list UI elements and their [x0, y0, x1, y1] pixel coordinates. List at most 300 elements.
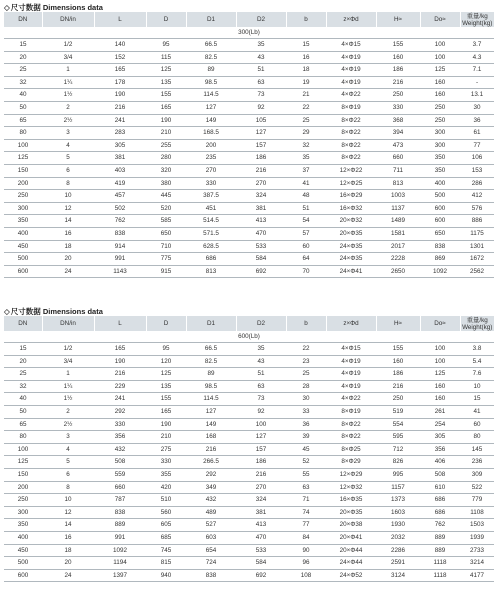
table-row	[4, 64, 494, 77]
table-cell: 2591	[376, 557, 420, 570]
table-cell: 241	[94, 114, 146, 127]
table-cell: 155	[146, 89, 186, 102]
table-cell: 420	[146, 481, 186, 494]
table-cell: 762	[420, 519, 460, 532]
table-cell: 50	[4, 101, 42, 114]
table-cell: 14	[42, 215, 94, 228]
table-cell: 6	[42, 164, 94, 177]
table-cell: 18	[42, 544, 94, 557]
table-cell: 82.5	[186, 51, 236, 64]
table-cell: 500	[4, 253, 42, 266]
table-cell: 32	[4, 380, 42, 393]
table-cell: 826	[376, 456, 420, 469]
table-cell: 115	[146, 51, 186, 64]
table-cell: 127	[236, 431, 286, 444]
table-cell: 991	[94, 531, 146, 544]
table-cell: 380	[146, 177, 186, 190]
table-cell: 20×Φ35	[326, 227, 376, 240]
table-cell: 155	[376, 343, 420, 356]
table-row	[4, 114, 494, 127]
table-cell: 356	[94, 431, 146, 444]
table-cell: 155	[376, 39, 420, 52]
table-cell: 16×Φ29	[326, 190, 376, 203]
table-cell: 15	[286, 39, 326, 52]
table-cell: 600	[4, 569, 42, 582]
table-cell: 254	[420, 418, 460, 431]
table-cell: 527	[186, 519, 236, 532]
table-cell: 560	[146, 506, 186, 519]
table-cell: 8×Φ22	[326, 431, 376, 444]
table-cell: 1	[42, 64, 94, 77]
table-cell: 4	[42, 443, 94, 456]
header-dnin: DN/in	[42, 12, 94, 27]
table-cell: 559	[94, 468, 146, 481]
table-cell: 186	[236, 456, 286, 469]
header-d1: D1	[186, 12, 236, 27]
table-cell: 1092	[420, 265, 460, 278]
table-cell: 350	[4, 215, 42, 228]
header-row	[4, 12, 494, 27]
table-cell: 20	[42, 253, 94, 266]
table-cell: 686	[420, 506, 460, 519]
table-cell: 19	[286, 76, 326, 89]
table-cell: 255	[146, 139, 186, 152]
table-cell: 2½	[42, 114, 94, 127]
table-cell: 165	[94, 343, 146, 356]
table-cell: 533	[236, 544, 286, 557]
table-cell: 600	[420, 202, 460, 215]
table-cell: 54	[286, 215, 326, 228]
table-cell: 63	[286, 481, 326, 494]
header-b: b	[286, 316, 326, 331]
table-cell: 32	[286, 139, 326, 152]
table-cell: 1939	[460, 531, 494, 544]
table-cell: 270	[236, 481, 286, 494]
table-cell: 8×Φ22	[326, 418, 376, 431]
table-cell: 838	[94, 227, 146, 240]
table-cell: 100	[420, 355, 460, 368]
table-cell: 283	[94, 127, 146, 140]
table-cell: 200	[4, 177, 42, 190]
table-cell: 77	[460, 139, 494, 152]
table-cell: 400	[4, 531, 42, 544]
table-cell: 16	[42, 531, 94, 544]
table-cell: 66.5	[186, 343, 236, 356]
table-cell: 95	[146, 39, 186, 52]
table-cell: 65	[4, 418, 42, 431]
table-cell: 28	[286, 380, 326, 393]
table-cell: 200	[4, 481, 42, 494]
table-cell: 210	[146, 127, 186, 140]
table-cell: 585	[146, 215, 186, 228]
table-cell: 216	[94, 368, 146, 381]
table-cell: 125	[420, 368, 460, 381]
table-cell: 838	[94, 506, 146, 519]
table-cell: 74	[286, 506, 326, 519]
table-cell: 1397	[94, 569, 146, 582]
table-cell: 100	[420, 343, 460, 356]
table-cell: 24	[42, 569, 94, 582]
table-cell: 8×Φ22	[326, 114, 376, 127]
table-cell: 712	[376, 443, 420, 456]
table-cell: 724	[186, 557, 236, 570]
table-cell: 1503	[460, 519, 494, 532]
table-cell: 813	[376, 177, 420, 190]
table-cell: 16	[286, 51, 326, 64]
table-cell: 8	[42, 177, 94, 190]
table-cell: 1581	[376, 227, 420, 240]
table-cell: 4×Φ22	[326, 89, 376, 102]
table-cell: 153	[460, 164, 494, 177]
table-cell: 24×Φ52	[326, 569, 376, 582]
table-row	[4, 127, 494, 140]
table-cell: 32	[4, 76, 42, 89]
table-cell: 82.5	[186, 355, 236, 368]
table-cell: 186	[376, 368, 420, 381]
table-cell: 105	[236, 114, 286, 127]
table-cell: 178	[94, 76, 146, 89]
table-cell: 350	[4, 519, 42, 532]
table-cell: 305	[94, 139, 146, 152]
table-cell: 35	[236, 343, 286, 356]
table-cell: 66.5	[186, 39, 236, 52]
table-cell: 10	[460, 380, 494, 393]
table-cell: 8×Φ22	[326, 152, 376, 165]
table-cell: 457	[94, 190, 146, 203]
table-cell: 2733	[460, 544, 494, 557]
table-cell: 150	[4, 164, 42, 177]
table-cell: 1092	[94, 544, 146, 557]
table-cell: 150	[4, 468, 42, 481]
table-cell: 2032	[376, 531, 420, 544]
table-cell: 190	[94, 355, 146, 368]
table-cell: 533	[236, 240, 286, 253]
table-row	[4, 51, 494, 64]
table-cell: 24×Φ35	[326, 240, 376, 253]
table-cell: 813	[186, 265, 236, 278]
table-cell: 300	[420, 139, 460, 152]
table-cell: 48	[286, 190, 326, 203]
table-cell: 1¼	[42, 76, 94, 89]
table-row	[4, 368, 494, 381]
table-cell: 270	[186, 164, 236, 177]
header-row	[4, 316, 494, 331]
table-cell: 29	[286, 127, 326, 140]
table-cell: 432	[186, 494, 236, 507]
table-cell: 36	[460, 114, 494, 127]
table-cell: 520	[146, 202, 186, 215]
table-cell: 554	[376, 418, 420, 431]
table-cell: 8	[42, 481, 94, 494]
header-h: H≈	[376, 12, 420, 27]
table-cell: 571.5	[186, 227, 236, 240]
table-cell: 92	[236, 405, 286, 418]
table-cell: 330	[94, 418, 146, 431]
table-cell: 261	[420, 405, 460, 418]
table-cell: 190	[146, 114, 186, 127]
table-cell: 165	[146, 101, 186, 114]
table-cell: 470	[236, 531, 286, 544]
table-cell: 24×Φ35	[326, 253, 376, 266]
table-cell: 1175	[460, 227, 494, 240]
table-cell: 96	[286, 557, 326, 570]
table-cell: 8×Φ19	[326, 101, 376, 114]
table-cell: 210	[146, 431, 186, 444]
dimensions-table-300lb	[4, 12, 494, 278]
header-d1: D1	[186, 316, 236, 331]
table-cell: 190	[146, 418, 186, 431]
table-cell: 309	[460, 468, 494, 481]
table-row	[4, 190, 494, 203]
table-row	[4, 569, 494, 582]
table-cell: 886	[460, 215, 494, 228]
table-cell: 514.5	[186, 215, 236, 228]
table-cell: 57	[286, 227, 326, 240]
table-cell: 660	[94, 481, 146, 494]
table-cell: 3/4	[42, 355, 94, 368]
table-cell: 250	[4, 494, 42, 507]
table-cell: 305	[420, 431, 460, 444]
table-row	[4, 343, 494, 356]
table-cell: 165	[146, 405, 186, 418]
table-cell: 12	[42, 202, 94, 215]
table-cell: 65	[4, 114, 42, 127]
table-row	[4, 101, 494, 114]
table-cell: 10	[42, 190, 94, 203]
table-cell: 1003	[376, 190, 420, 203]
table-cell: 1489	[376, 215, 420, 228]
table-cell: 2017	[376, 240, 420, 253]
header-b: b	[286, 12, 326, 27]
table-cell: 787	[94, 494, 146, 507]
pressure-class-label: 600(Lb)	[4, 331, 494, 343]
table-cell: 1137	[376, 202, 420, 215]
table-cell: 470	[236, 227, 286, 240]
table-row	[4, 253, 494, 266]
table-cell: 30	[286, 393, 326, 406]
table-cell: 35	[286, 152, 326, 165]
table-cell: 216	[376, 380, 420, 393]
table-cell: 686	[186, 253, 236, 266]
table-cell: 80	[460, 431, 494, 444]
table-cell: 1½	[42, 393, 94, 406]
table-cell: 300	[4, 506, 42, 519]
table-cell: 41	[460, 405, 494, 418]
table-cell: 3/4	[42, 51, 94, 64]
table-cell: 400	[4, 227, 42, 240]
table-cell: 39	[286, 431, 326, 444]
table-cell: 120	[146, 355, 186, 368]
table-cell: 432	[94, 443, 146, 456]
table-cell: 1143	[94, 265, 146, 278]
table-cell: 127	[236, 127, 286, 140]
table-cell: 114.5	[186, 89, 236, 102]
table-row	[4, 76, 494, 89]
table-cell: 145	[460, 443, 494, 456]
table-cell: 89	[186, 64, 236, 77]
table-row	[4, 494, 494, 507]
table-cell: 100	[4, 443, 42, 456]
table-cell: 77	[286, 519, 326, 532]
table-cell: 36	[286, 418, 326, 431]
header-zd: z×Φd	[326, 12, 376, 27]
table-cell: 4×Φ22	[326, 393, 376, 406]
header-weight: 重量/kg Weight(kg)	[460, 316, 494, 331]
diamond-icon: ◇	[4, 3, 10, 12]
table-cell: 510	[146, 494, 186, 507]
pressure-class-label: 300(Lb)	[4, 27, 494, 39]
table-cell: 280	[146, 152, 186, 165]
table-cell: 3214	[460, 557, 494, 570]
table-cell: 190	[94, 89, 146, 102]
table-cell: 266.5	[186, 456, 236, 469]
table-row	[4, 164, 494, 177]
section-title: ◇尺寸数据 Dimensions data	[4, 3, 103, 12]
diamond-icon: ◇	[4, 307, 10, 316]
table-cell: 381	[94, 152, 146, 165]
table-cell: 4×Φ19	[326, 368, 376, 381]
section-title: ◇尺寸数据 Dimensions data	[4, 307, 103, 316]
table-cell: 660	[376, 152, 420, 165]
table-cell: 157	[236, 443, 286, 456]
table-cell: 90	[286, 544, 326, 557]
table-cell: 1930	[376, 519, 420, 532]
table-cell: 160	[420, 89, 460, 102]
header-dn: DN	[4, 316, 42, 331]
table-row	[4, 431, 494, 444]
table-cell: 55	[286, 468, 326, 481]
table-row	[4, 418, 494, 431]
table-cell: 250	[420, 101, 460, 114]
table-cell: 50	[4, 405, 42, 418]
table-row	[4, 139, 494, 152]
table-cell: 650	[420, 227, 460, 240]
table-cell: 127	[186, 405, 236, 418]
table-cell: 135	[146, 76, 186, 89]
table-row	[4, 393, 494, 406]
table-cell: 80	[4, 431, 42, 444]
table-cell: 914	[94, 240, 146, 253]
table-cell: 114.5	[186, 393, 236, 406]
table-cell: 160	[420, 380, 460, 393]
table-cell: 300	[4, 202, 42, 215]
table-cell: 650	[146, 227, 186, 240]
table-cell: 595	[376, 431, 420, 444]
dimensions-table-600lb	[4, 316, 494, 582]
table-cell: 400	[420, 177, 460, 190]
table-cell: 2½	[42, 418, 94, 431]
table-cell: 216	[94, 101, 146, 114]
table-cell: 73	[236, 393, 286, 406]
table-cell: 20	[4, 355, 42, 368]
table-cell: 100	[4, 139, 42, 152]
table-row	[4, 380, 494, 393]
table-cell: 51	[286, 202, 326, 215]
table-cell: 500	[4, 557, 42, 570]
table-cell: 7.6	[460, 368, 494, 381]
table-cell: 508	[420, 468, 460, 481]
table-row	[4, 544, 494, 557]
table-cell: 51	[236, 64, 286, 77]
table-cell: 779	[460, 494, 494, 507]
table-row	[4, 152, 494, 165]
table-cell: 16×Φ32	[326, 202, 376, 215]
table-cell: 216	[376, 76, 420, 89]
table-cell: 21	[286, 89, 326, 102]
table-row	[4, 355, 494, 368]
table-row	[4, 557, 494, 570]
table-cell: 98.5	[186, 76, 236, 89]
table-cell: 108	[286, 569, 326, 582]
table-cell: 160	[420, 76, 460, 89]
table-cell: 711	[376, 164, 420, 177]
table-cell: 320	[146, 164, 186, 177]
table-cell: 186	[236, 152, 286, 165]
table-cell: 41	[286, 177, 326, 190]
table-cell: 1157	[376, 481, 420, 494]
table-cell: 14	[42, 519, 94, 532]
table-cell: 98.5	[186, 380, 236, 393]
table-cell: 20×Φ38	[326, 519, 376, 532]
table-cell: 838	[420, 240, 460, 253]
table-cell: 5	[42, 152, 94, 165]
table-cell: 3.7	[460, 39, 494, 52]
table-cell: 4×Φ15	[326, 343, 376, 356]
table-cell: 4×Φ19	[326, 380, 376, 393]
table-cell: 1108	[460, 506, 494, 519]
table-cell: 250	[4, 190, 42, 203]
table-row	[4, 177, 494, 190]
table-cell: 160	[376, 51, 420, 64]
table-cell: 300	[420, 127, 460, 140]
table-cell: 12×Φ22	[326, 164, 376, 177]
table-cell: 1118	[420, 557, 460, 570]
table-cell: 5.4	[460, 355, 494, 368]
table-row	[4, 468, 494, 481]
table-cell: 413	[236, 519, 286, 532]
table-cell: 15	[460, 393, 494, 406]
table-cell: 889	[420, 531, 460, 544]
table-cell: 229	[94, 380, 146, 393]
table-cell: 25	[4, 64, 42, 77]
table-cell: 762	[94, 215, 146, 228]
table-cell: 140	[94, 39, 146, 52]
table-cell: 4×Φ19	[326, 51, 376, 64]
table-cell: 12×Φ25	[326, 177, 376, 190]
table-cell: 80	[4, 127, 42, 140]
table-cell: 45	[286, 443, 326, 456]
table-cell: 250	[420, 114, 460, 127]
table-cell: 413	[236, 215, 286, 228]
table-row	[4, 405, 494, 418]
table-cell: 20×Φ35	[326, 506, 376, 519]
table-cell: 60	[286, 240, 326, 253]
table-cell: 324	[236, 190, 286, 203]
table-cell: 13.1	[460, 89, 494, 102]
table-cell: 686	[420, 494, 460, 507]
table-cell: 157	[236, 139, 286, 152]
table-cell: 73	[236, 89, 286, 102]
table-cell: 250	[376, 89, 420, 102]
header-l: L	[94, 12, 146, 27]
table-cell: 6	[42, 468, 94, 481]
table-cell: 1¼	[42, 380, 94, 393]
table-cell: 241	[94, 393, 146, 406]
header-dn: DN	[4, 12, 42, 27]
table-cell: 15	[4, 343, 42, 356]
table-cell: 991	[94, 253, 146, 266]
table-cell: 135	[146, 380, 186, 393]
